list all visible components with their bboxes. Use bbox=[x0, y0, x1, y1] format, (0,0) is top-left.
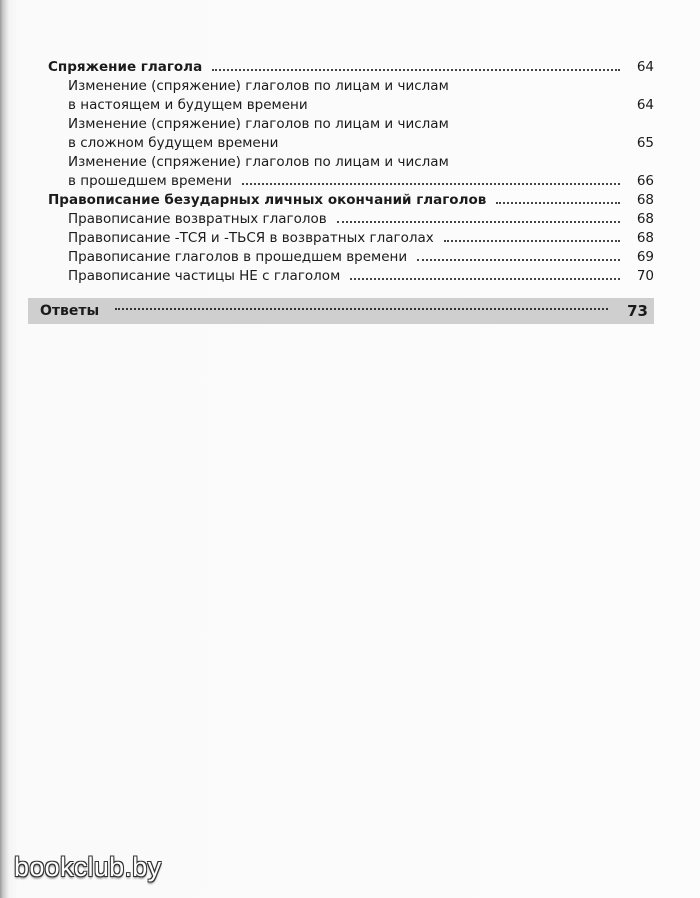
toc-entry-label: Правописание безударных личных окончаний глаголов bbox=[48, 192, 487, 208]
toc-entry-page: 69 bbox=[636, 249, 654, 265]
toc-entry-page: 65 bbox=[636, 135, 654, 151]
toc-entry-label: Правописание возвратных глаголов bbox=[68, 211, 327, 227]
toc-entry-subsection[interactable] bbox=[28, 210, 654, 229]
toc-entry-continuation[interactable] bbox=[28, 172, 654, 191]
toc-entry-label: Изменение (спряжение) глаголов по лицам и числам bbox=[68, 78, 449, 94]
dot-leader bbox=[212, 69, 620, 71]
toc-entry-subsection[interactable] bbox=[28, 153, 654, 172]
toc-entry-page: 68 bbox=[636, 211, 654, 227]
toc-entry-subsection[interactable] bbox=[28, 77, 654, 96]
toc-entry-page: 66 bbox=[636, 173, 654, 189]
dot-leader bbox=[337, 221, 620, 223]
table-of-contents bbox=[28, 58, 654, 286]
dot-leader bbox=[350, 278, 620, 280]
toc-entry-section[interactable] bbox=[28, 191, 654, 210]
dot-leader bbox=[417, 259, 620, 261]
dot-leader bbox=[242, 183, 620, 185]
toc-entry-continuation[interactable] bbox=[28, 134, 654, 153]
toc-entry-label: Изменение (спряжение) глаголов по лицам и числам bbox=[68, 116, 449, 132]
watermark-logo: bookclub.by bbox=[14, 852, 162, 882]
toc-entry-subsection[interactable] bbox=[28, 115, 654, 134]
toc-entry-subsection[interactable] bbox=[28, 248, 654, 267]
toc-entry-subsection[interactable] bbox=[28, 267, 654, 286]
toc-entry-page: 70 bbox=[636, 268, 654, 284]
dot-leader bbox=[115, 308, 608, 310]
toc-entry-page: 68 bbox=[636, 230, 654, 246]
toc-entry-page: 73 bbox=[627, 302, 648, 320]
toc-entry-label: Изменение (спряжение) глаголов по лицам и числам bbox=[68, 154, 449, 170]
toc-entry-section[interactable] bbox=[28, 58, 654, 77]
toc-entry-label: Правописание глаголов в прошедшем времени bbox=[68, 249, 408, 265]
toc-entry-label: в прошедшем времени bbox=[68, 173, 232, 189]
toc-entry-label: в настоящем и будущем времени bbox=[68, 97, 308, 113]
toc-entry-continuation[interactable] bbox=[28, 96, 654, 115]
toc-entry-label: Правописание частицы НЕ с глаголом bbox=[68, 268, 341, 284]
toc-entry-label: Ответы bbox=[40, 303, 100, 319]
toc-entry-page: 64 bbox=[636, 59, 654, 75]
toc-entry-label: в сложном будущем времени bbox=[68, 135, 279, 151]
dot-leader bbox=[496, 202, 620, 204]
toc-entry-page: 68 bbox=[636, 192, 654, 208]
toc-entry-label: Спряжение глагола bbox=[48, 59, 203, 75]
dot-leader bbox=[444, 240, 620, 242]
toc-entry-answers[interactable] bbox=[28, 298, 654, 324]
toc-entry-label: Правописание -ТСЯ и -ТЬСЯ в возвратных глаголах bbox=[68, 230, 434, 246]
toc-entry-page: 64 bbox=[636, 97, 654, 113]
toc-entry-subsection[interactable] bbox=[28, 229, 654, 248]
